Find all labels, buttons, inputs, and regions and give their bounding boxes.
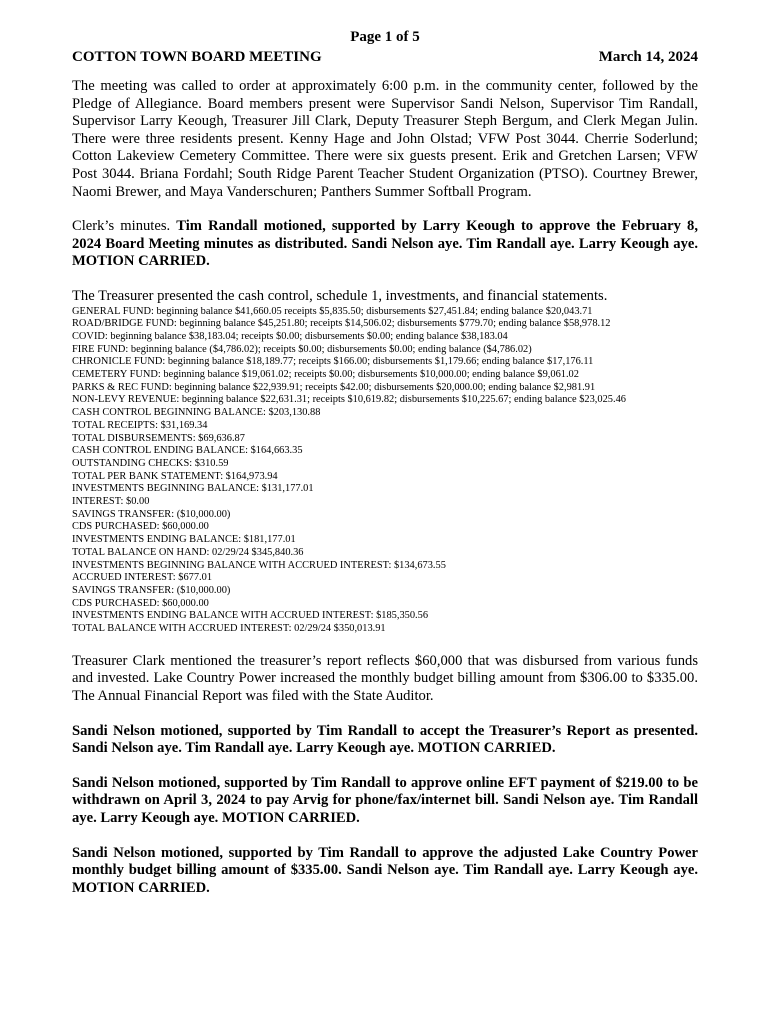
motion-eft-payment: Sandi Nelson motioned, supported by Tim Randall to approve online EFT payment of $219.00 to be withdrawn on April 3, 2024 to pay Arvig for phone/fax/internet bill. Sandi Nelson aye. Tim Randall aye. Larry Keough aye. MOTION CARRIED. xyxy=(72,774,698,826)
financial-lines xyxy=(72,306,698,636)
document-page xyxy=(72,28,698,897)
financial-line: CASH CONTROL ENDING BALANCE: $164,663.35 xyxy=(72,445,303,457)
treasurer-note: Treasurer Clark mentioned the treasurer’s report reflects $60,000 that was disbursed from various funds and invested. Lake Country Power increased the monthly budget billing amount from $306.00 to $335.00. The Annual Financial Report was filed with the State Auditor. xyxy=(72,652,698,704)
meeting-date: March 14, 2024 xyxy=(598,49,698,65)
financial-line: CDS PURCHASED: $60,000.00 xyxy=(72,521,209,533)
financial-line: INVESTMENTS BEGINNING BALANCE WITH ACCRUED INTEREST: $134,673.55 xyxy=(72,559,446,571)
clerk-lead: Clerk’s minutes. xyxy=(72,218,177,235)
financial-line: INTEREST: $0.00 xyxy=(72,496,150,508)
financial-line: TOTAL RECEIPTS: $31,169.34 xyxy=(72,419,208,431)
intro-paragraph: The meeting was called to order at approximately 6:00 p.m. in the community center, followed by the Pledge of Allegiance. Board members present were Supervisor Sandi Nelson, Supervisor Tim Randall, Supervisor Larry Keough, Treasurer Jill Clark, Deputy Treasurer Steph Bergum, and Clerk Megan Julin. There were three residents present. Kenny Hage and John Olstad; VFW Post 3044. Cherrie Soderlund; Cotton Lakeview Cemetery Committee. There were six guests present. Erik and Gretchen Larsen; VFW Post 3044. Briana Fordahl; South Ridge Parent Teacher Student Organization (PTSO). Courtney Brewer, Naomi Brewer, and Maya Vanderschuren; Panthers Summer Softball Program. xyxy=(72,78,698,200)
meeting-title: COTTON TOWN BOARD MEETING xyxy=(72,49,322,65)
financial-line: CDS PURCHASED: $60,000.00 xyxy=(72,597,209,609)
motion-treasurer-report: Sandi Nelson motioned, supported by Tim Randall to accept the Treasurer’s Report as presented. Sandi Nelson aye. Tim Randall aye. Larry Keough aye. MOTION CARRIED. xyxy=(72,722,698,757)
motion-power-billing: Sandi Nelson motioned, supported by Tim Randall to approve the adjusted Lake Country Power monthly budget billing amount of $335.00. Sandi Nelson aye. Tim Randall aye. Larry Keough aye. MOTION CARRIED. xyxy=(72,844,698,896)
clerk-motion: Tim Randall motioned, supported by Larry Keough to approve the February 8, 2024 Board Meeting minutes as distributed. Sandi Nelson aye. Tim Randall aye. Larry Keough aye. MOTION CARRIED. xyxy=(72,218,698,270)
page-number: Page 1 of 5 xyxy=(350,29,420,45)
financial-line: ACCRUED INTEREST: $677.01 xyxy=(72,572,213,584)
financial-line: GENERAL FUND: beginning balance $41,660.05 receipts $5,835.50; disbursements $27,451.84; ending balance $20,043.71 xyxy=(72,305,593,317)
financial-line: CASH CONTROL BEGINNING BALANCE: $203,130.88 xyxy=(72,407,321,419)
financial-line: ROAD/BRIDGE FUND: beginning balance $45,251.80; receipts $14,506.02; disbursements $779.70; ending balance $58,978.12 xyxy=(72,318,611,330)
financial-line: TOTAL BALANCE WITH ACCRUED INTEREST: 02/29/24 $350,013.91 xyxy=(72,623,386,635)
financial-line: NON-LEVY REVENUE: beginning balance $22,631.31; receipts $10,619.82; disbursements $10,225.67; ending balance $23,025.46 xyxy=(72,394,626,406)
financial-line: SAVINGS TRANSFER: ($10,000.00) xyxy=(72,508,231,520)
financial-line: INVESTMENTS ENDING BALANCE: $181,177.01 xyxy=(72,534,296,546)
financial-line: PARKS & REC FUND: beginning balance $22,939.91; receipts $42.00; disbursements $20,000.00; ending balance $2,981.91 xyxy=(72,381,596,393)
financial-line: FIRE FUND: beginning balance ($4,786.02); receipts $0.00; disbursements $0.00; ending balance ($4,786.02) xyxy=(72,343,532,355)
treasurer-intro: The Treasurer presented the cash control, schedule 1, investments, and financial statements. xyxy=(72,287,608,304)
financial-line: TOTAL BALANCE ON HAND: 02/29/24 $345,840.36 xyxy=(72,546,304,558)
clerk-paragraph xyxy=(72,218,698,271)
financial-line: OUTSTANDING CHECKS: $310.59 xyxy=(72,457,229,469)
document-header xyxy=(72,48,698,66)
financial-line: COVID: beginning balance $38,183.04; receipts $0.00; disbursements $0.00; ending balance $38,183.04 xyxy=(72,330,508,342)
financial-line: INVESTMENTS ENDING BALANCE WITH ACCRUED INTEREST: $185,350.56 xyxy=(72,610,429,622)
financial-line: CHRONICLE FUND: beginning balance $18,189.77; receipts $166.00; disbursements $1,179.66; ending balance $17,176.11 xyxy=(72,356,594,368)
financial-line: TOTAL DISBURSEMENTS: $69,636.87 xyxy=(72,432,245,444)
financial-line: TOTAL PER BANK STATEMENT: $164,973.94 xyxy=(72,470,278,482)
financial-line: CEMETERY FUND: beginning balance $19,061.02; receipts $0.00; disbursements $10,000.00; ending balance $9,061.02 xyxy=(72,369,579,381)
financial-line: SAVINGS TRANSFER: ($10,000.00) xyxy=(72,585,231,596)
financial-line: INVESTMENTS BEGINNING BALANCE: $131,177.01 xyxy=(72,483,314,495)
